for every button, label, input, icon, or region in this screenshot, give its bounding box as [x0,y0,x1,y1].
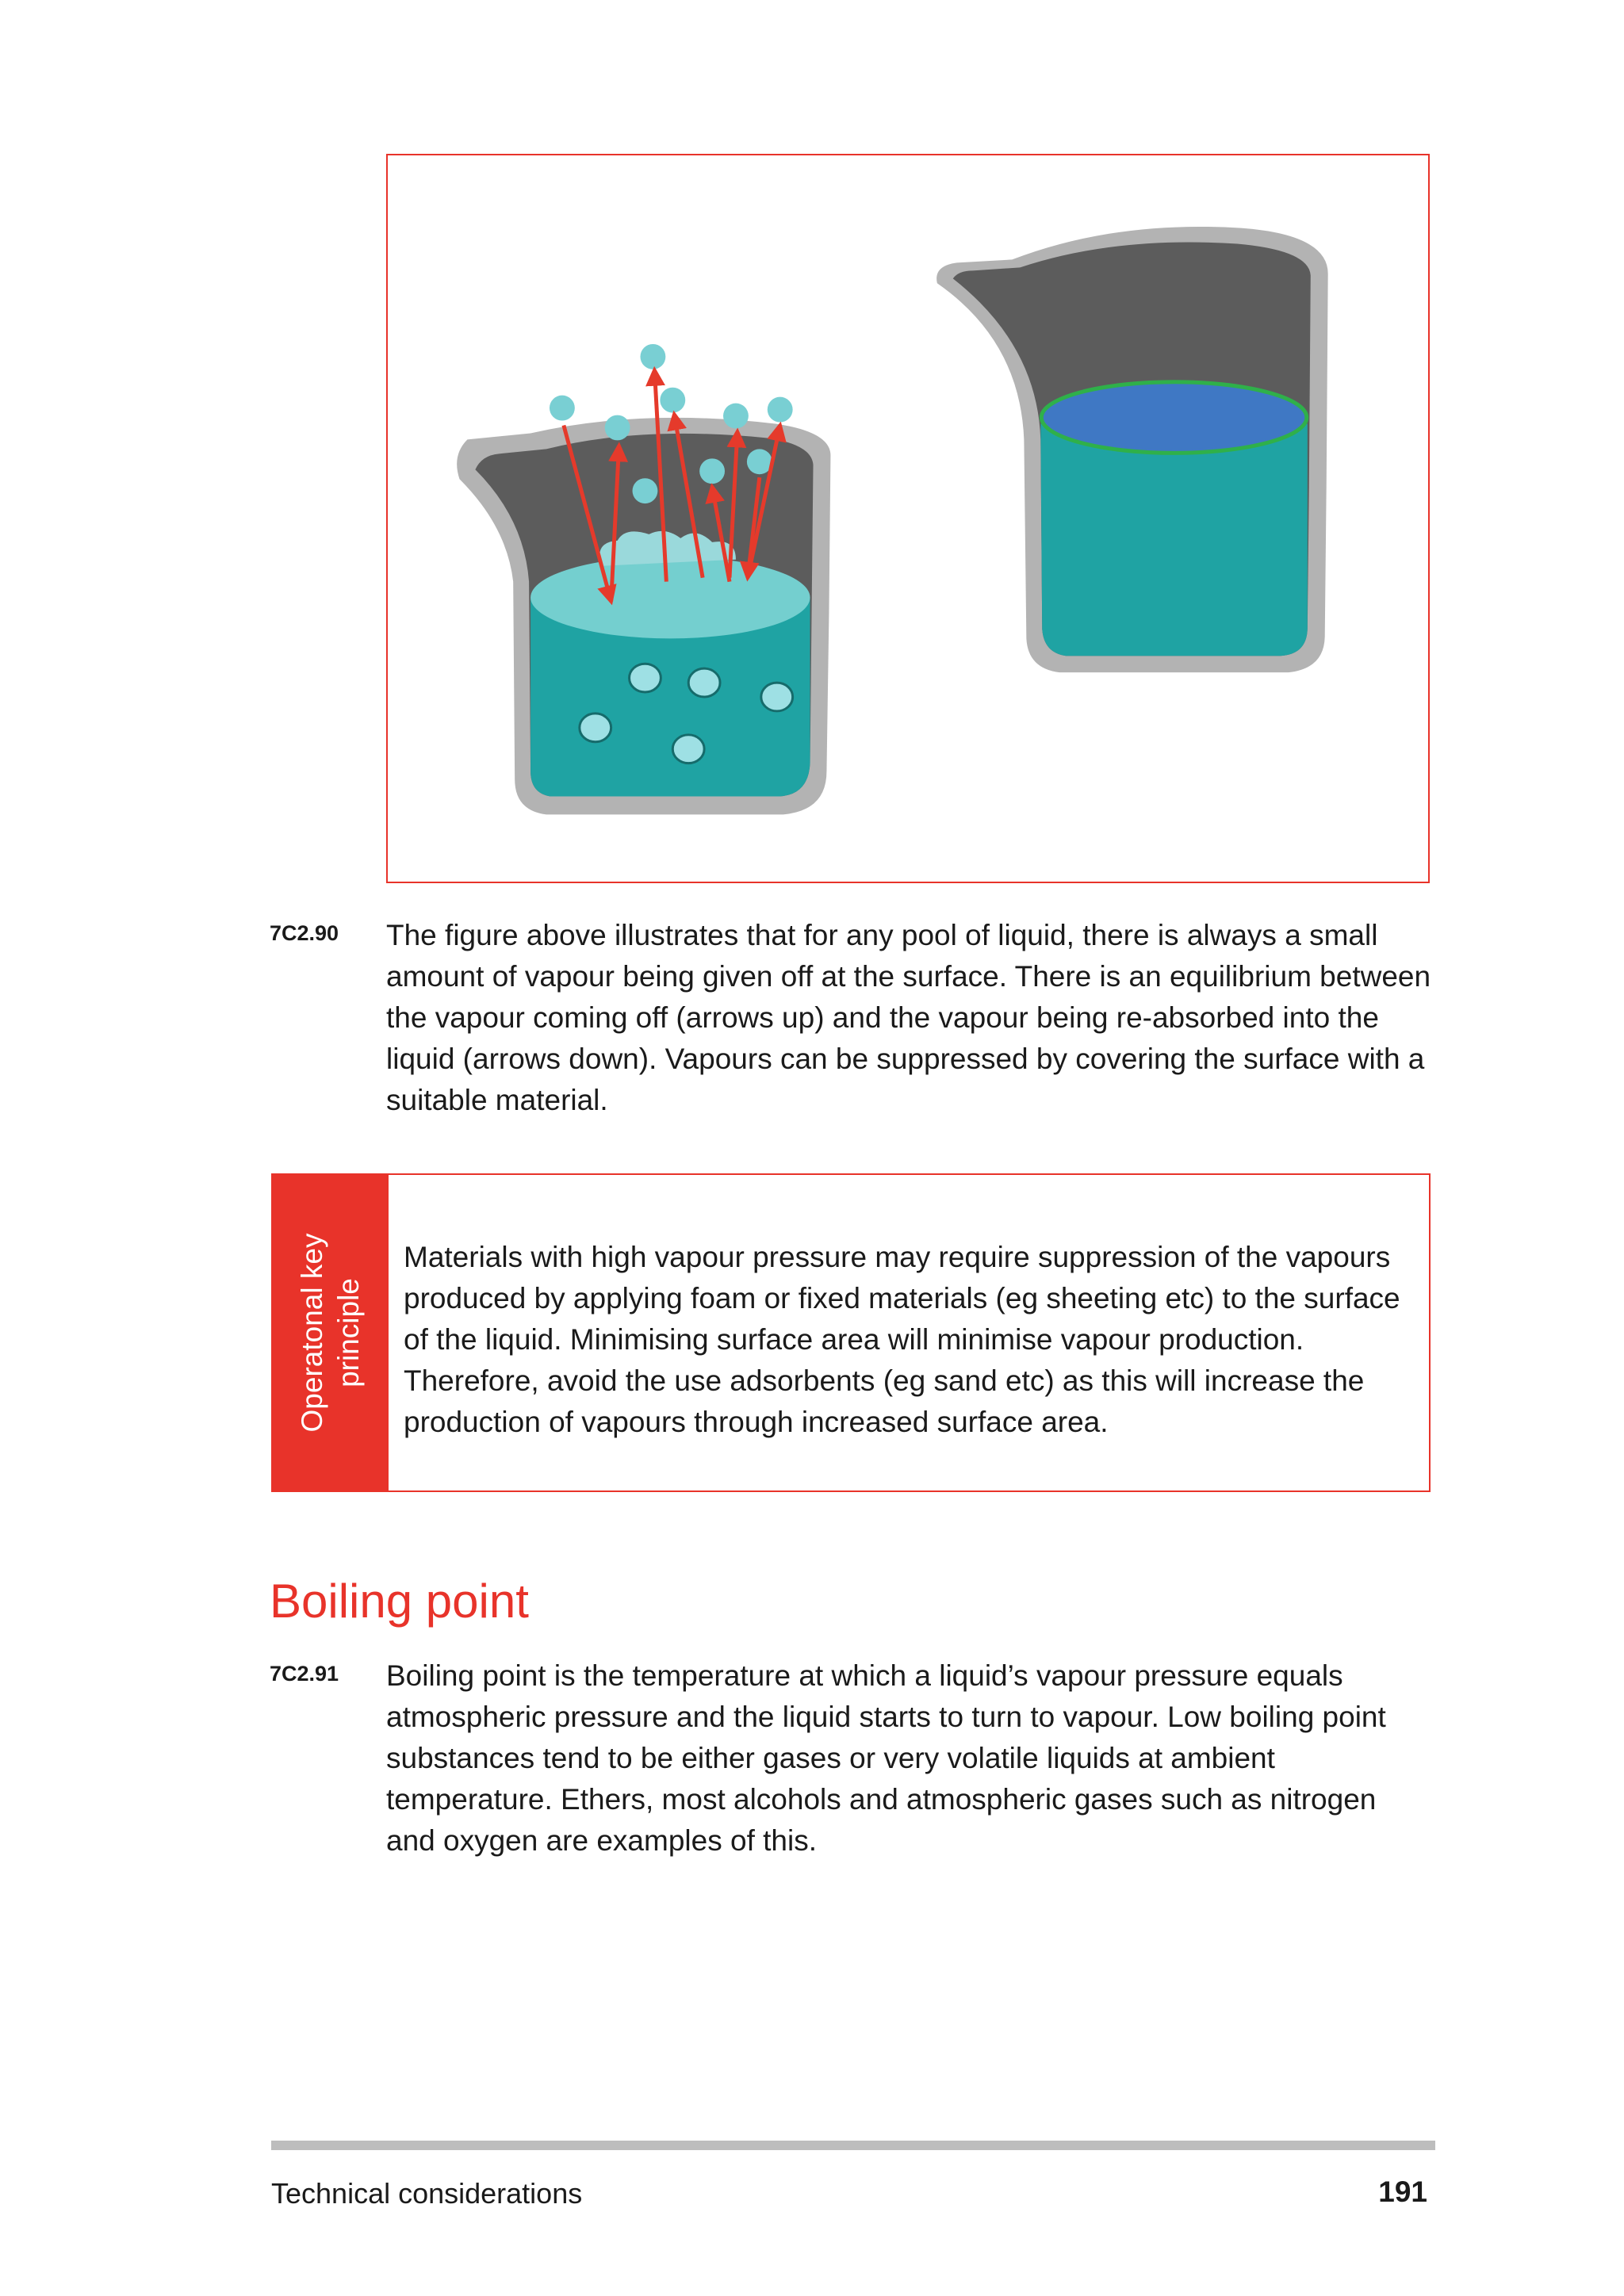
section-heading: Boiling point [270,1575,529,1628]
covered-beaker [936,227,1328,672]
paragraph-number: 7C2.90 [270,921,339,945]
covered-beaker-liquid [1040,424,1308,656]
open-beaker [457,344,830,814]
paragraph-number: 7C2.91 [270,1662,339,1686]
vapour-figure [386,154,1430,883]
beaker-illustration [388,155,1428,882]
key-principle-box [271,1173,1431,1492]
key-principle-label: Operatonal key principle [296,1233,365,1433]
open-beaker-liquid-surface [530,557,810,639]
key-principle-tab [273,1175,389,1490]
key-principle-text: Materials with high vapour pressure may require suppression of the vapours produced by applying foam or fixed materials (eg sheeting etc) to the surface of the liquid. Minimising surface area will minimise vapour production. Therefore, avoid the use adsorbents (eg sand etc) as this will increase the production of vapours through increased surface area. [404,1241,1400,1438]
surface-cover [1041,382,1307,453]
paragraph-text: The figure above illustrates that for any pool of liquid, there is always a small amount of vapour being given off at the surface. There is an equilibrium between the vapour coming off (arrows up) and the vapour being re-absorbed into the liquid (arrows down). Vapours can be suppressed by covering the surface with a suitable material. [386,919,1431,1116]
paragraph-text: Boiling point is the temperature at which a liquid’s vapour pressure equals atmospheric pressure and the liquid starts to turn to vapour. Low boiling point substances tend to be either gases or very volatile liquids at ambient temperature. Ethers, most alcohols and atmospheric gases such as nitrogen and oxygen are examples of this. [386,1659,1386,1857]
footer-rule [271,2141,1435,2150]
footer-section-title: Technical considerations [271,2177,583,2210]
page-number: 191 [1378,2175,1427,2208]
